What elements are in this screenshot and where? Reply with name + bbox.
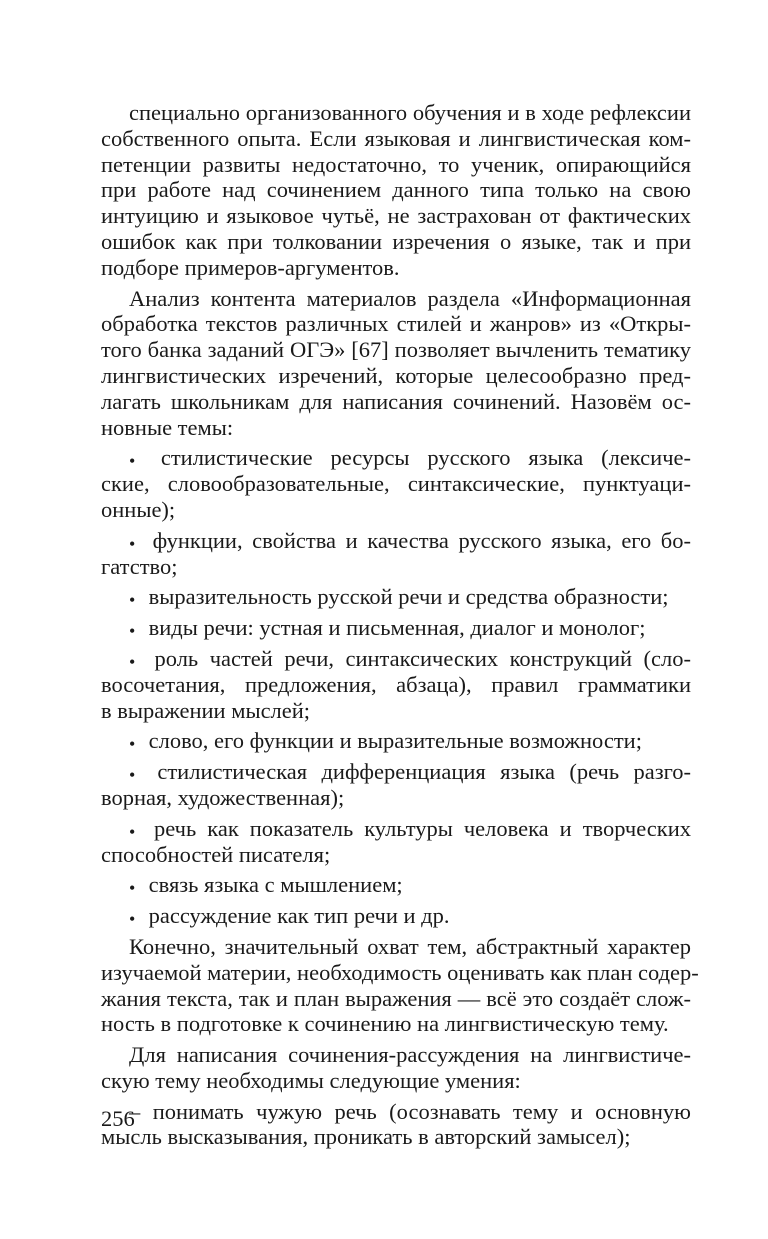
line-text: новные темы: (101, 414, 234, 440)
line-text: мысль высказывания, проникать в авторский замысел); (101, 1124, 631, 1150)
text-line (101, 497, 691, 523)
paragraph (101, 933, 699, 1037)
text-line (101, 1068, 691, 1094)
text-line (101, 698, 691, 724)
bullet-marker: • (129, 590, 136, 611)
line-text: стилистические ресурсы русского языка (лексиче- (160, 445, 691, 471)
bullet-item (101, 646, 691, 723)
text-line (101, 816, 691, 842)
text-line (101, 363, 691, 389)
line-text: Для написания сочинения-рассуждения на лингвистиче- (129, 1042, 691, 1068)
text-line (101, 759, 691, 785)
bullet-item (101, 615, 691, 641)
text-line (101, 126, 691, 152)
text-line (101, 959, 699, 986)
line-text: выразительность русской речи и средства образности; (148, 584, 669, 610)
bullet-item (101, 759, 691, 811)
text-line (101, 177, 691, 203)
text-line (101, 785, 691, 811)
text-line (101, 646, 691, 672)
text-line (101, 1124, 691, 1150)
text-line (101, 672, 691, 698)
text-line (101, 311, 691, 337)
text-line (101, 337, 691, 363)
bullet-item (101, 816, 691, 868)
line-text: рассуждение как тип речи и др. (148, 903, 450, 929)
line-text: в выражении мыслей; (101, 697, 311, 723)
bullet-marker: • (129, 878, 136, 899)
line-text: связь языка с мышлением; (148, 872, 403, 898)
bullet-item (101, 728, 691, 754)
text-line (101, 842, 691, 868)
text-line (101, 1099, 691, 1125)
bullet-item (101, 528, 691, 580)
bullet-marker: • (129, 451, 136, 472)
text-line (101, 471, 691, 497)
line-text: петенции развиты недостаточно, то ученик, опирающийся (101, 151, 691, 177)
text-line (101, 445, 691, 471)
text-line (101, 584, 691, 610)
text-line (101, 934, 691, 960)
line-text: виды речи: устная и письменная, диалог и монолог; (148, 615, 646, 641)
paragraph (101, 286, 691, 441)
text-line (101, 100, 691, 126)
text-line (101, 728, 691, 754)
text-line (101, 615, 691, 641)
bullet-marker: • (129, 765, 136, 786)
line-text: функции, свойства и качества русского языка, его бо- (152, 527, 691, 553)
line-text: лагать школьникам для написания сочинений. Назовём ос- (101, 388, 691, 414)
line-text: ошибок как при толковании изречения о языке, так и при (101, 228, 691, 254)
line-text: гатство; (101, 553, 178, 579)
text-line (101, 229, 691, 255)
line-text: онные); (101, 496, 176, 522)
line-text: собственного опыта. Если языковая и лингвистическая ком- (101, 125, 691, 151)
text-line (101, 528, 691, 554)
bullet-marker: • (129, 533, 136, 554)
line-text: специально организованного обучения и в ходе рефлексии (129, 100, 691, 125)
line-text: того банка заданий ОГЭ» [67] позволяет вычленить тематику (101, 337, 691, 363)
text-line (101, 1042, 691, 1068)
line-text: роль частей речи, синтаксических конструкций (сло- (154, 645, 692, 671)
text-line (101, 872, 691, 898)
line-text: интуицию и языковое чутьё, не застрахован от фактических (101, 203, 691, 229)
bullet-item (101, 584, 691, 610)
paragraph (101, 100, 691, 281)
text-line (101, 986, 691, 1012)
text-line (101, 554, 691, 580)
text-line (101, 903, 691, 929)
page-number: 256 (101, 1106, 135, 1131)
text-line (101, 255, 691, 281)
bullet-item (101, 903, 691, 929)
line-text: жания текста, так и план выражения — всё это создаёт слож- (101, 985, 691, 1011)
bullet-marker: • (129, 909, 136, 930)
line-text: Конечно, значительный охват тем, абстрактный характер (129, 933, 691, 959)
paragraph (101, 1099, 691, 1151)
bullet-marker: • (129, 821, 136, 842)
line-text: ворная, художественная); (101, 784, 345, 810)
line-text: – понимать чужую речь (осознавать тему и основную (129, 1098, 691, 1124)
line-text: при работе над сочинением данного типа только на свою (101, 177, 691, 203)
line-text: речь как показатель культуры человека и творческих (154, 815, 692, 841)
line-text: Анализ контента материалов раздела «Информационная (129, 285, 691, 311)
line-text: слово, его функции и выразительные возможности; (148, 728, 642, 754)
line-text: ность в подготовке к сочинению на лингвистическую тему. (101, 1011, 669, 1037)
line-text: ские, словообразовательные, синтаксические, пунктуаци- (101, 471, 691, 497)
line-text: обработка текстов различных стилей и жанров» из «Откры- (101, 311, 691, 337)
line-text: подборе примеров-аргументов. (101, 254, 400, 280)
bullet-marker: • (129, 734, 136, 755)
line-text: восочетания, предложения, абзаца), правил грамматики (101, 671, 691, 697)
bullet-item (101, 445, 691, 522)
bullet-marker: • (129, 651, 136, 672)
line-text: лингвистических изречений, которые целесообразно пред- (101, 362, 691, 388)
text-line (101, 389, 691, 415)
text-line (101, 415, 691, 441)
bullet-marker: • (129, 621, 136, 642)
line-text: стилистическая дифференциация языка (речь разго- (157, 759, 692, 785)
paragraph (101, 1042, 691, 1094)
text-line (101, 1011, 691, 1037)
line-text: изучаемой материи, необходимость оценивать как план содер- (101, 959, 699, 985)
text-line (101, 152, 691, 178)
text-line (101, 203, 691, 229)
line-text: скую тему необходимы следующие умения: (101, 1067, 521, 1093)
line-text: способностей писателя; (101, 841, 331, 867)
bullet-item (101, 872, 691, 898)
page-body (101, 100, 699, 1150)
text-line (101, 286, 691, 312)
